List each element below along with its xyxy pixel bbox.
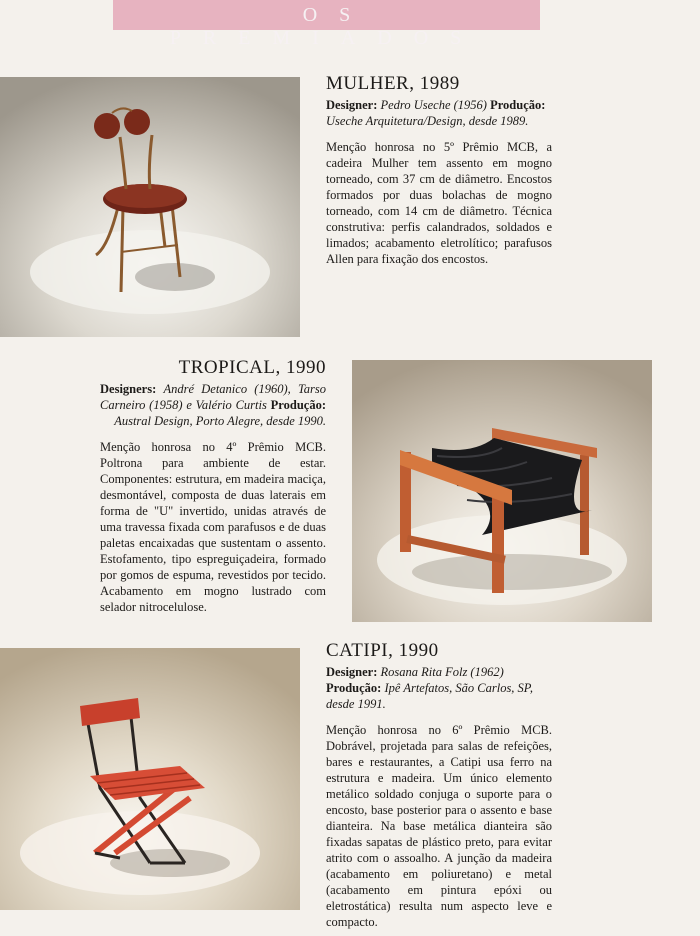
entry-description: Menção honrosa no 4º Prêmio MCB. Poltrona para ambiente de estar. Componentes: estrutura, em madeira maciça, desmontável, composta de duas laterais em forma de "U" invertido, unidas através de uma travessa fixada com parafusos e de duas paletas encaixadas que sustentam o assento. Estofamento, tipo espreguiçadeira, formado por gomos de espuma, revestidos por tecido. Acabamento em mogno lustrado com selador nitrocelulose. (100, 440, 326, 614)
designer-label: Designers: (100, 382, 157, 396)
designer-name: André Detanico (1960), Tarso Carneiro (1958) e Valério Curtis (100, 382, 327, 412)
entry-credits (326, 97, 552, 129)
designer-label: Designer: (326, 98, 378, 112)
entry-credits (326, 664, 552, 712)
section-title: OS PREMIADOS (169, 4, 484, 49)
designer-label: Designer: (326, 665, 378, 679)
producao-name: Useche Arquitetura/Design, desde 1989. (326, 114, 529, 128)
photo-tropical-armchair (352, 360, 652, 622)
entry-title: TROPICAL, 1990 (178, 357, 326, 378)
entry-tropical (100, 357, 326, 615)
producao-label: Produção: (326, 681, 382, 695)
entry-description: Menção honrosa no 6º Prêmio MCB. Dobrável, projetada para salas de refeições, bares e restaurantes, a Catipi usa ferro na estrutura e madeira. Um único elemento metálico soldado conjuga o suporte para o encosto, base posterior para o assento e base dianteira. Na base metálica dianteira são fixadas sapatas de plástico preto, para evitar atrito com o assoalho. A junção da madeira (acabamento em poliuretano) e metal (acabamento em pintura epóxi ou eletrostática) resulta num aspecto leve e compacto. (326, 723, 552, 929)
producao-name: Ipê Artefatos, São Carlos, SP, desde 1991. (326, 681, 533, 711)
entry-description: Menção honrosa no 5º Prêmio MCB, a cadeira Mulher tem assento em mogno torneado, com 37 cm de diâmetro. Encostos formados por duas bolachas de mogno torneado, com 14 cm de diâmetro. Técnica construtiva: perfis calandrados, soldados e limados; acabamento eletrolítico; parafusos Allen para fixação dos encostos. (326, 140, 552, 266)
designer-name: Rosana Rita Folz (1962) (380, 665, 504, 679)
entry-catipi (326, 640, 552, 930)
photo-mulher-chair (0, 77, 300, 337)
section-header-band (113, 0, 540, 49)
producao-name: Austral Design, Porto Alegre, desde 1990. (114, 414, 326, 428)
designer-name: Pedro Useche (1956) (380, 98, 487, 112)
entry-credits (100, 381, 326, 429)
entry-title: MULHER, 1989 (326, 73, 460, 94)
photo-catipi-chair (0, 648, 300, 910)
producao-label: Produção: (490, 98, 546, 112)
producao-label: Produção: (270, 398, 326, 412)
entry-mulher (326, 73, 552, 267)
entry-title: CATIPI, 1990 (326, 640, 439, 661)
